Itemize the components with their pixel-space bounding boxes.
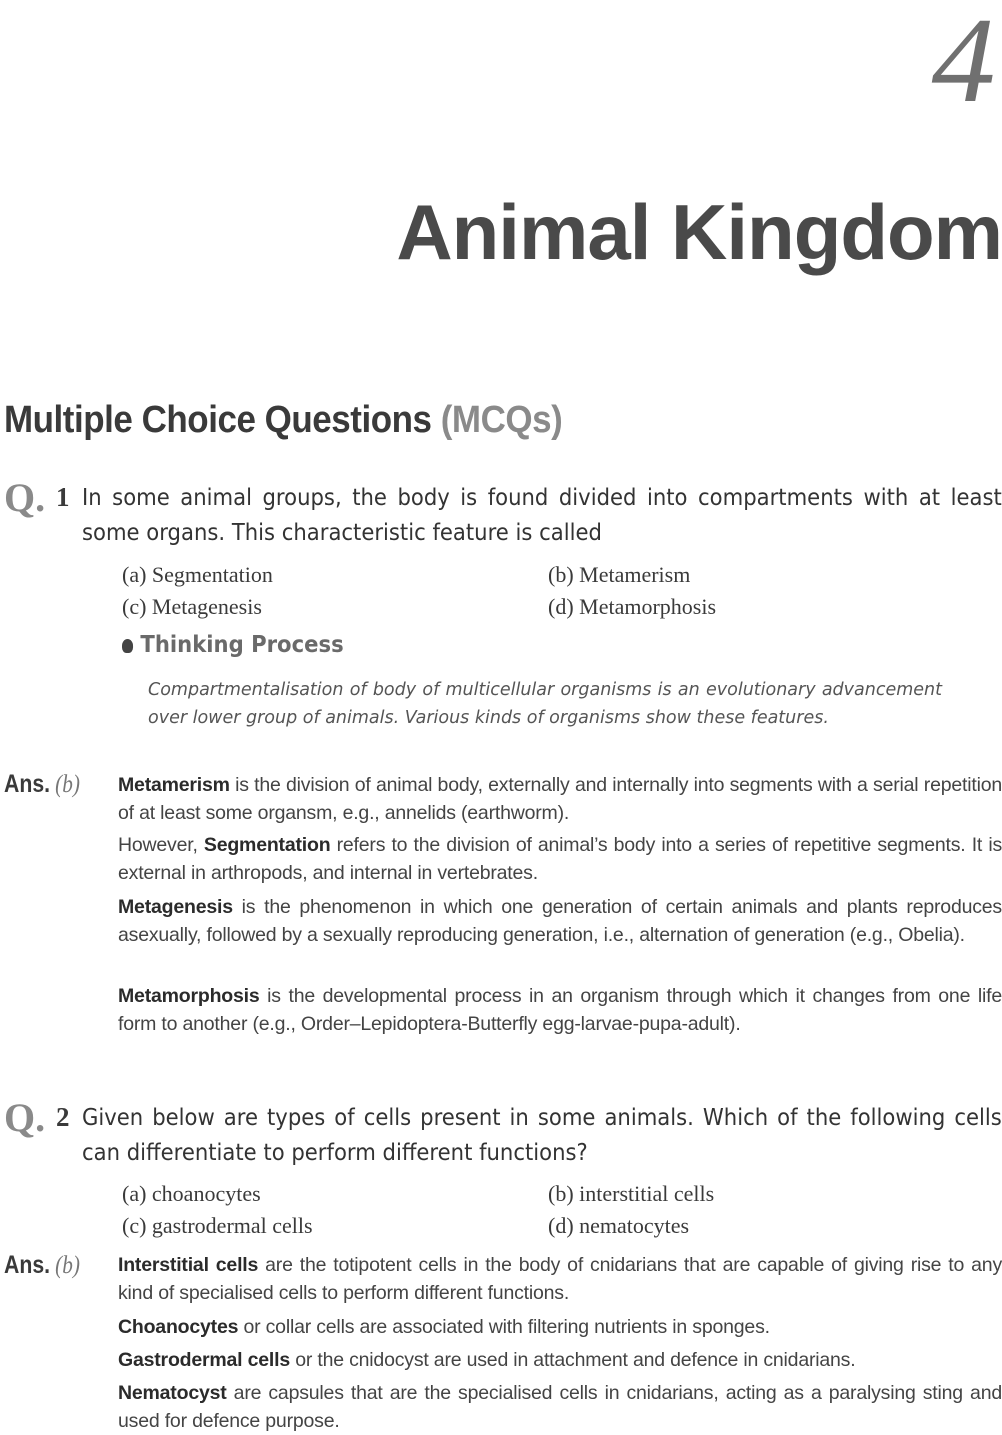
option-c: (c) Metagenesis <box>122 594 262 619</box>
option-c: (c) gastrodermal cells <box>122 1213 313 1238</box>
thinking-process-text: Compartmentalisation of body of multicellular organisms is an evolutionary advancement over lower group of animals. Various kinds of organisms show these features. <box>148 680 942 728</box>
answer-paragraph: Nematocyst are capsules that are the specialised cells in cnidarians, acting as a paralysing sting and used for defence purpose. <box>118 1382 1002 1432</box>
question-number: 1 <box>56 482 70 512</box>
chapter-number: 4 <box>931 0 996 128</box>
answer-paragraph: Choanocytes or collar cells are associated with filtering nutrients in sponges. <box>118 1316 770 1338</box>
term: Gastrodermal cells <box>118 1349 290 1371</box>
answer-paragraph: Gastrodermal cells or the cnidocyst are used in attachment and defence in cnidarians. <box>118 1349 856 1371</box>
answer-letter: (b) <box>55 1252 80 1279</box>
term: Metamorphosis <box>118 985 260 1007</box>
answer-label <box>4 1251 80 1280</box>
term: Choanocytes <box>118 1316 239 1338</box>
option-a: (a) Segmentation <box>122 562 273 587</box>
term: Nematocyst <box>118 1382 227 1404</box>
option-d: (d) nematocytes <box>548 1213 690 1238</box>
question-text: Given below are types of cells present in some animals. Which of the following cells can differentiate to perform different functions? <box>82 1103 1002 1166</box>
answer-label <box>4 770 80 799</box>
term: Interstitial cells <box>118 1254 259 1276</box>
answer-paragraph: Metamorphosis is the developmental process in an organism through which it changes from one life form to another (e.g., Order–Lepidoptera-Butterfly egg-larvae-pupa-adult). <box>118 985 1002 1035</box>
option-a: (a) choanocytes <box>122 1181 261 1206</box>
question-number: 2 <box>56 1102 70 1132</box>
option-b: (b) interstitial cells <box>548 1181 715 1206</box>
thinking-process-heading <box>122 632 344 658</box>
question-text: In some animal groups, the body is found divided into compartments with at least some organs. This characteristic feature is called <box>82 483 1002 546</box>
answer-paragraph: However, Segmentation refers to the division of animal’s body into a series of repetitive segments. It is external in arthropods, and internal in vertebrates. <box>118 834 1002 884</box>
question-mark: Q. <box>4 1095 46 1140</box>
chapter-title: Animal Kingdom <box>396 188 1002 276</box>
answer-prefix: Ans. <box>4 1251 51 1279</box>
lightbulb-icon <box>122 639 133 653</box>
term: Metamerism <box>118 774 230 796</box>
answer-prefix: Ans. <box>4 770 51 798</box>
section-title <box>4 396 562 444</box>
answer-paragraph: Metagenesis is the phenomenon in which one generation of certain animals and plants reproduces asexually, followed by a sexually reproducing generation, i.e., alternation of generation (e.g., Obelia). <box>118 896 1002 946</box>
term: Metagenesis <box>118 896 233 918</box>
answer-paragraph: Interstitial cells are the totipotent cells in the body of cnidarians that are capable of giving rise to any kind of specialised cells to perform different functions. <box>118 1254 1002 1304</box>
section-title-main: Multiple Choice Questions <box>4 399 432 441</box>
answer-paragraph: Metamerism is the division of animal body, externally and internally into segments with a serial repetition of at least some organsm, e.g., annelids (earthworm). <box>118 774 1002 824</box>
option-b: (b) Metamerism <box>548 562 691 587</box>
thinking-process-label: Thinking Process <box>140 632 344 658</box>
term: Segmentation <box>203 834 331 856</box>
answer-letter: (b) <box>55 771 80 798</box>
question-mark: Q. <box>4 475 46 520</box>
section-title-accent: (MCQs) <box>440 399 563 441</box>
option-d: (d) Metamorphosis <box>548 594 717 619</box>
